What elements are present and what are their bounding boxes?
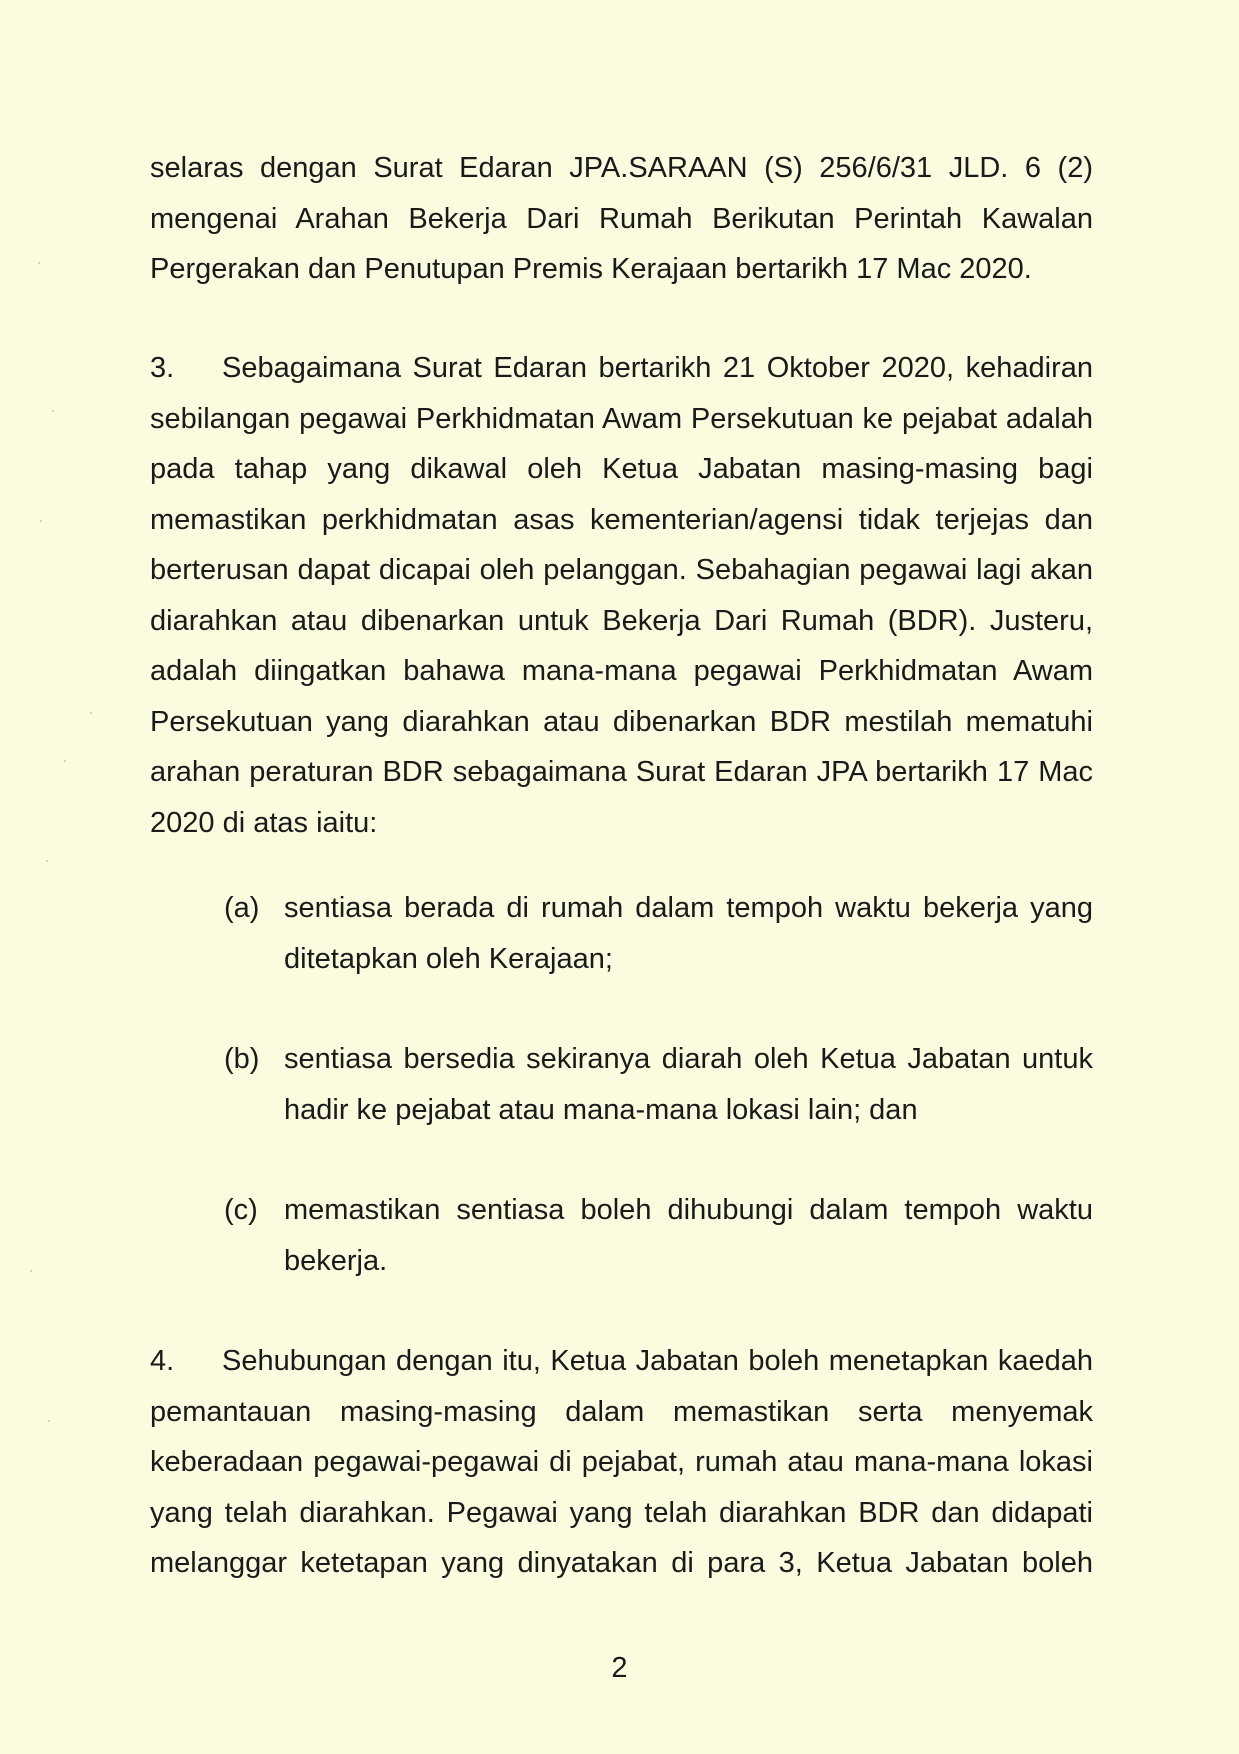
- paragraph-line: Persekutuan yang diarahkan atau dibenarkan BDR mestilah mematuhi: [150, 705, 1093, 738]
- list-item-line: sentiasa berada di rumah dalam tempoh waktu bekerja yang: [284, 892, 1093, 924]
- scan-speck: [48, 1420, 50, 1422]
- list-item-line: memastikan sentiasa boleh dihubungi dalam tempoh waktu: [284, 1194, 1093, 1226]
- paragraph-3-first-line: [150, 343, 1093, 394]
- intro-paragraph: [150, 143, 1093, 295]
- page-number: 2: [611, 1652, 628, 1684]
- paragraph-line: sebilangan pegawai Perkhidmatan Awam Persekutuan ke pejabat adalah: [150, 402, 1093, 435]
- list-item-label: (c): [224, 1194, 258, 1226]
- paragraph-4: [150, 1336, 1093, 1589]
- scan-speck: [52, 410, 54, 412]
- intro-line: selaras dengan Surat Edaran JPA.SARAAN (S) 256/6/31 JLD. 6 (2): [150, 152, 1093, 184]
- scan-speck: [46, 860, 48, 862]
- paragraph-line: pemantauan masing-masing dalam memastikan serta menyemak: [150, 1395, 1093, 1428]
- list-item-line: sentiasa bersedia sekiranya diarah oleh Ketua Jabatan untuk: [284, 1043, 1093, 1075]
- paragraph-line: 2020 di atas iaitu:: [150, 806, 378, 839]
- list-item-line: hadir ke pejabat atau mana-mana lokasi lain; dan: [284, 1093, 918, 1126]
- paragraph-3-lead: Sebagaimana Surat Edaran bertarikh 21 Oktober 2020, kehadiran: [222, 352, 1093, 384]
- paragraph-number: 4.: [150, 1345, 175, 1377]
- list-item-text: [284, 883, 1093, 984]
- paragraph-number: 3.: [150, 352, 175, 384]
- scan-speck: [30, 1270, 32, 1272]
- list-item-label: (b): [224, 1043, 260, 1075]
- paragraph-line: arahan peraturan BDR sebagaimana Surat Edaran JPA bertarikh 17 Mac: [150, 756, 1093, 788]
- paragraph-line: memastikan perkhidmatan asas kementerian/agensi tidak terjejas dan: [150, 503, 1093, 536]
- intro-line: Pergerakan dan Penutupan Premis Kerajaan bertarikh 17 Mac 2020.: [150, 253, 1032, 285]
- scan-speck: [64, 760, 66, 762]
- paragraph-line: keberadaan pegawai-pegawai di pejabat, rumah atau mana-mana lokasi: [150, 1446, 1093, 1478]
- paragraph-4-lead: Sehubungan dengan itu, Ketua Jabatan boleh menetapkan kaedah: [222, 1345, 1093, 1377]
- list-item-line: bekerja.: [284, 1244, 388, 1277]
- paragraph-line: berterusan dapat dicapai oleh pelanggan. Sebahagian pegawai lagi akan: [150, 554, 1093, 586]
- scan-speck: [40, 520, 42, 522]
- paragraph-line: pada tahap yang dikawal oleh Ketua Jabatan masing-masing bagi: [150, 453, 1093, 485]
- list-item-line: ditetapkan oleh Kerajaan;: [284, 942, 613, 975]
- paragraph-line: melanggar ketetapan yang dinyatakan di para 3, Ketua Jabatan boleh: [150, 1547, 1093, 1579]
- list-item-text: [284, 1034, 1093, 1135]
- paragraph-4-first-line: [150, 1336, 1093, 1387]
- list-item-label: (a): [224, 892, 260, 924]
- paragraph-line: yang telah diarahkan. Pegawai yang telah diarahkan BDR dan didapati: [150, 1496, 1093, 1529]
- paragraph-line: diarahkan atau dibenarkan untuk Bekerja Dari Rumah (BDR). Justeru,: [150, 604, 1093, 637]
- scan-speck: [90, 712, 92, 714]
- paragraph-3: [150, 343, 1093, 848]
- paragraph-line: adalah diingatkan bahawa mana-mana pegawai Perkhidmatan Awam: [150, 655, 1093, 687]
- list-item-text: [284, 1185, 1093, 1286]
- scan-speck: [38, 262, 40, 264]
- intro-line: mengenai Arahan Bekerja Dari Rumah Berikutan Perintah Kawalan: [150, 202, 1093, 235]
